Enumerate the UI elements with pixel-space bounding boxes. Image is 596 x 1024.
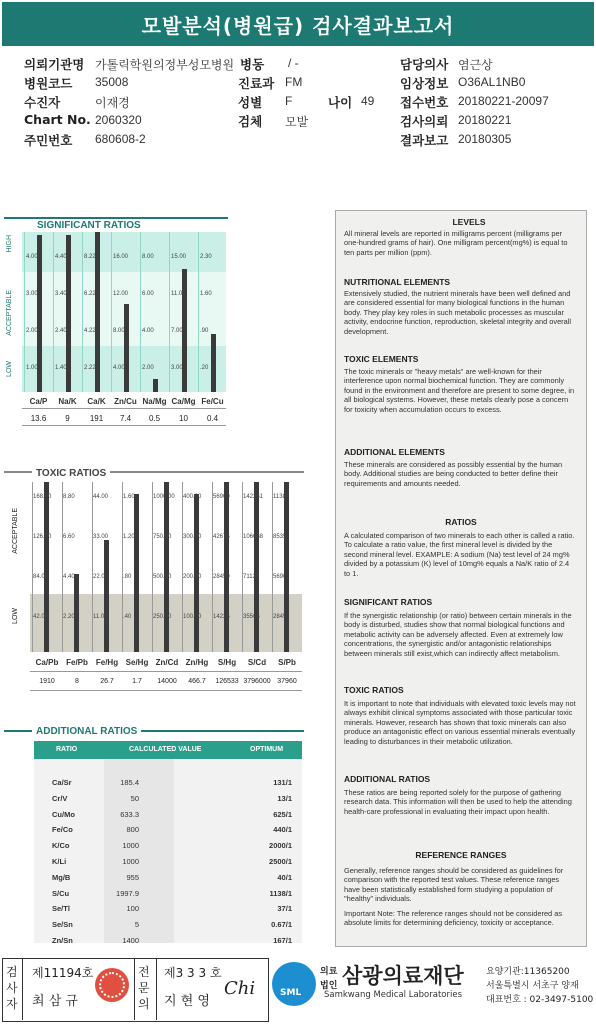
tick-label: 7.00	[171, 328, 183, 334]
column-divider	[122, 482, 123, 652]
column-divider	[242, 482, 243, 652]
org-english-name: Samkwang Medical Laboratories	[324, 990, 463, 1000]
header-value: 염근상	[458, 58, 493, 72]
org-logo-text: SML	[280, 988, 302, 998]
tick-label: 142251	[243, 494, 264, 500]
optimum-value: 40/1	[277, 872, 292, 882]
tick-label: 1000.00	[153, 494, 175, 500]
tick-label: 2.00	[142, 365, 154, 371]
ratio-name: Zn/Sn	[52, 936, 73, 945]
tick-label: 4.00	[26, 254, 38, 260]
tick-label: 500.00	[153, 574, 172, 580]
bar-s-pb	[284, 482, 289, 652]
value-label: 191	[89, 414, 104, 423]
value-label: 37960	[277, 678, 297, 685]
tick-label: 3.00	[26, 291, 38, 297]
category-label: Fe/Cu	[201, 397, 224, 406]
header-label: 병동	[240, 57, 265, 72]
col-optimum: OPTIMUM	[250, 746, 284, 753]
value-label: 13.6	[30, 414, 47, 423]
additional-title: ADDITIONAL RATIOS	[32, 726, 141, 737]
header-label: 담당의사	[400, 57, 449, 72]
value-label: 9	[65, 414, 70, 423]
tick-label: 4.22	[84, 328, 96, 334]
tick-label: 8.22	[84, 254, 96, 260]
tick-label: 6.60	[63, 534, 75, 540]
column-divider	[53, 232, 54, 392]
panel-heading: NUTRITIONAL ELEMENTS	[344, 277, 451, 287]
panel-heading: ADDITIONAL ELEMENTS	[344, 447, 445, 457]
panel-text: The toxic minerals or "heavy metals" are well-known for their interference upon normal biochemical function. They are commonly found in the environment and therefore are present to some degree, in all biological systems. However, these metals clearly pose a concern for toxicity when accumulation occurs to excess.	[344, 367, 575, 414]
tick-label: 126.00	[33, 534, 52, 540]
tick-label: 6.00	[142, 291, 154, 297]
category-label: S/Pb	[278, 658, 296, 667]
column-divider	[212, 482, 213, 652]
header-label: 병원코드	[24, 76, 73, 91]
zone-low-toxic: LOW	[12, 608, 19, 624]
specialist-name: 지 현 영	[164, 994, 210, 1009]
optimum-value: 167/1	[273, 936, 292, 945]
ratio-name: Se/Sn	[52, 920, 73, 930]
column-divider	[169, 232, 170, 392]
header-value: 가톨릭학원의정부성모병원	[95, 58, 235, 72]
current-value: 1000	[122, 857, 139, 866]
specialist-label: 전문의	[138, 965, 150, 1011]
optimum-value: 625/1	[273, 809, 292, 819]
category-label: Ca/P	[29, 397, 48, 406]
toxic-ratios	[4, 468, 304, 708]
tick-label: 1.40	[55, 365, 67, 371]
org-prefix-2: 법인	[320, 981, 338, 991]
tick-label: 42.00	[33, 614, 49, 620]
value-label: 10	[179, 414, 188, 423]
category-label: S/Hg	[217, 658, 237, 667]
value-label: 126533	[215, 678, 239, 685]
tick-label: 1.60	[200, 291, 212, 297]
header-value: / -	[288, 56, 299, 70]
age-label: 나이	[328, 95, 353, 110]
bar-se-hg	[134, 494, 139, 652]
tick-label: 2.20	[63, 614, 75, 620]
panel-text: Generally, reference ranges should be considered as guidelines for comparison with the reported test values. These reference ranges have been statistically established form studying a population of "healthy" individuals.	[344, 866, 564, 904]
header-value: 35008	[95, 75, 129, 89]
tick-label: 2.22	[84, 365, 96, 371]
tick-label: .90	[200, 328, 209, 334]
footer	[2, 958, 594, 1022]
header-label: 진료과	[238, 76, 275, 91]
column-divider	[272, 482, 273, 652]
current-value: 1997.9	[116, 888, 139, 898]
tick-label: 15.00	[171, 254, 187, 260]
category-label: Se/Hg	[125, 658, 149, 667]
header-info	[0, 50, 596, 150]
tick-label: 14225	[213, 614, 230, 620]
significant-ratios	[4, 215, 228, 475]
optimum-value: 1138/1	[269, 888, 292, 898]
zone-low: LOW	[6, 361, 13, 377]
tick-label: .80	[123, 574, 132, 580]
tick-label: 4.00	[113, 365, 125, 371]
header-label: 성별	[238, 95, 263, 110]
optimum-value: 440/1	[273, 825, 292, 835]
tick-label: 168.00	[33, 494, 52, 500]
value-label: 14000	[157, 678, 177, 685]
tick-label: 2.40	[55, 328, 67, 334]
column-divider	[24, 232, 25, 392]
category-label: Zn/Hg	[185, 658, 209, 667]
value-label: 26.7	[100, 678, 114, 685]
ratio-name: Se/Tl	[52, 904, 70, 914]
category-label: Fe/Pb	[66, 658, 88, 667]
tick-label: 8535	[273, 534, 287, 540]
zone-acceptable-toxic: ACCEPTABLE	[12, 508, 19, 554]
panel-heading: RATIOS	[445, 517, 477, 527]
tick-label: 4.40	[63, 574, 75, 580]
header-value: 20180221-20097	[458, 94, 549, 108]
category-label: Fe/Hg	[95, 658, 119, 667]
tester-seal	[95, 968, 129, 1002]
header-value: 이재경	[95, 96, 130, 110]
ratio-name: K/Co	[52, 841, 70, 851]
header-value: 680608-2	[95, 132, 146, 146]
header-value: 20180305	[458, 132, 512, 146]
age-value: 49	[361, 94, 375, 108]
tick-label: 11.00	[93, 614, 108, 620]
col-calculated: CALCULATED VALUE	[129, 746, 202, 753]
tick-label: 33.00	[93, 534, 109, 540]
panel-text: If the synergistic relationship (or ratio) between certain minerals in the body is disturbed, studies show that normal biological functions and metabolic activity can be adversely affected. Even at extremely low concentrations, the synergistic and/or antagonistic relationships between minerals still exist,which can indirectly affect metabolism.	[344, 611, 572, 658]
ratio-name: Ca/Sr	[52, 778, 72, 787]
category-label: S/Cd	[247, 658, 267, 667]
explanation-panel	[335, 210, 587, 947]
category-label: Zn/Cu	[114, 397, 137, 406]
ratio-name: Cr/V	[52, 793, 68, 803]
header-value: 20180221	[458, 113, 512, 127]
ratio-name: Mg/B	[52, 872, 71, 882]
panel-text: A calculated comparison of two minerals to each other is called a ratio. To calculate a ratio value, the first mineral level is divided by the second mineral level. EXAMPLE: A sodium (Na) test level of 24 mg% divided by a potassium (K) level of 10mg% equals a Na/K ratio of 2.4 to 1.	[344, 531, 575, 578]
category-label: Ca/Mg	[171, 397, 196, 406]
tick-label: 84.00	[33, 574, 49, 580]
current-value: 1000	[122, 841, 139, 851]
tick-label: 3.40	[55, 291, 67, 297]
current-value: 50	[130, 793, 139, 803]
panel-text: These minerals are considered as possibly essential by the human body. Additional studies are being conducted to better define their requirements and amounts needed.	[344, 460, 563, 488]
col-ratio: RATIO	[56, 746, 78, 753]
category-label: Zn/Cd	[155, 658, 179, 667]
panel-text: Important Note: The reference ranges should not be considered as absolute limits for determining deficiency, toxicity or acceptance.	[344, 909, 563, 928]
ratio-name: S/Cu	[52, 888, 70, 898]
panel-heading: LEVELS	[452, 217, 486, 227]
current-value: 5	[134, 920, 139, 930]
report-image	[0, 172, 596, 952]
org-name: 삼광의료재단	[342, 964, 464, 988]
panel-text: All mineral levels are reported in milligrams percent (milligrams per one-hundred grams of hair). One milligram percent(mg%) is equal to ten parts per million (ppm).	[344, 229, 568, 257]
optimum-value: 13/1	[277, 793, 292, 803]
header-label: 주민번호	[24, 133, 73, 148]
bar-fe-hg	[104, 540, 109, 652]
header-label: 결과보고	[400, 133, 449, 148]
org-address: 서울특별시 서초구 양재	[486, 981, 579, 991]
tick-label: 28450	[213, 574, 230, 580]
column-divider	[32, 482, 33, 652]
header-label: 접수번호	[400, 95, 449, 110]
tester-license: 제11194호	[32, 966, 94, 980]
tick-label: 16.00	[113, 254, 129, 260]
panel-heading: TOXIC RATIOS	[344, 685, 404, 695]
tick-label: 8.00	[113, 328, 125, 334]
header-label: 의뢰기관명	[24, 57, 85, 72]
tick-label: 3.00	[171, 365, 183, 371]
current-value: 100	[126, 904, 139, 914]
tick-label: 44.00	[93, 494, 109, 500]
tester-label: 검사자	[6, 965, 18, 1011]
tick-label: 12.00	[113, 291, 129, 297]
bar-zn-cd	[164, 482, 169, 652]
tick-label: 71126	[243, 574, 260, 580]
significant-title: SIGNIFICANT RATIOS	[34, 220, 144, 231]
bar-s-cd	[254, 482, 259, 652]
tick-label: 2.00	[26, 328, 38, 334]
column-divider	[182, 482, 183, 652]
column-divider	[82, 232, 83, 392]
bar-fe-cu	[211, 334, 216, 392]
bar-ca-pb	[44, 482, 49, 652]
tick-label: 5690	[273, 574, 287, 580]
current-value: 1400	[122, 936, 139, 945]
org-logo	[272, 962, 316, 1006]
tick-label: .40	[123, 614, 132, 620]
toxic-title: TOXIC RATIOS	[32, 468, 110, 479]
value-label: 466.7	[188, 678, 206, 685]
optimum-value: 0.67/1	[271, 920, 292, 930]
org-phone: 대표번호 : 02-3497-5100	[486, 995, 594, 1005]
value-label: 1910	[39, 678, 55, 685]
tick-label: 8.80	[63, 494, 75, 500]
tick-label: 4.00	[142, 328, 154, 334]
tick-label: 100.00	[183, 614, 202, 620]
category-label: Ca/Pb	[35, 658, 59, 667]
current-value: 633.3	[120, 809, 139, 819]
value-label: 1.7	[132, 678, 142, 685]
zone-acceptable: ACCEPTABLE	[6, 290, 13, 336]
tick-label: 4.40	[55, 254, 67, 260]
tick-label: 106688	[243, 534, 264, 540]
tick-label: 1.20	[123, 534, 135, 540]
category-label: Ca/K	[87, 397, 106, 406]
column-divider	[92, 482, 93, 652]
header-value: F	[285, 94, 293, 108]
optimum-value: 2500/1	[269, 857, 292, 866]
tick-label: 1.60	[123, 494, 135, 500]
tick-label: 2.30	[200, 254, 212, 260]
ratio-name: Fe/Co	[52, 825, 73, 835]
current-value: 800	[126, 825, 139, 835]
tick-label: 750.00	[153, 534, 172, 540]
tester-name: 최 삼 규	[32, 994, 78, 1009]
tick-label: .20	[200, 365, 209, 371]
additional-ratios	[4, 724, 304, 954]
optimum-value: 37/1	[277, 904, 292, 914]
header-value: 2060320	[95, 113, 142, 127]
tick-label: 1.00	[26, 365, 38, 371]
column-divider	[198, 232, 199, 392]
tick-label: 6.22	[84, 291, 96, 297]
header-label: 검사의뢰	[400, 114, 449, 129]
bar-fe-pb	[74, 574, 79, 652]
panel-text: It is important to note that individuals with elevated toxic levels may not always exhibit clinical symptoms associated with those particular toxic minerals. However, research has shown that toxic minerals can also produce an antagonistic effect on various essential minerals eventually leading to disturbances in their metabolic utilization.	[344, 699, 576, 746]
header-label: 임상정보	[400, 76, 449, 91]
value-label: 3796000	[243, 678, 271, 685]
tick-label: 11380	[273, 494, 290, 500]
category-label: Na/Mg	[142, 397, 167, 406]
ratio-name: Cu/Mo	[52, 809, 75, 819]
category-label: Na/K	[58, 397, 77, 406]
tick-label: 56900	[213, 494, 230, 500]
org-prefix-1: 의료	[320, 967, 338, 977]
header-label: 검체	[238, 114, 263, 129]
ratio-name: K/Li	[52, 857, 67, 866]
optimum-value: 131/1	[273, 778, 292, 787]
tick-label: 35563	[243, 614, 260, 620]
current-value: 955	[126, 872, 139, 882]
institution-code: 요양기관:11365200	[486, 967, 570, 977]
zone-high: HIGH	[6, 235, 13, 253]
panel-text: Extensively studied, the nutrient minerals have been well defined and are considered essential for many biological functions in the human body. They play key roles in such metabolic processes as muscular activity, endocrine function, reproduction, skeletal integrity and overall development.	[344, 289, 572, 336]
header-label: 수진자	[24, 95, 61, 110]
specialist-license: 제3 3 3 호	[164, 966, 222, 980]
header-value: FM	[285, 75, 303, 89]
tick-label: 250.00	[153, 614, 172, 620]
report-title: 모발분석(병원급) 검사결과보고서	[2, 2, 594, 46]
panel-heading: TOXIC ELEMENTS	[344, 354, 419, 364]
bar-zn-hg	[194, 494, 199, 652]
tick-label: 42675	[213, 534, 230, 540]
value-label: 0.5	[148, 414, 161, 423]
bar-na-mg	[153, 379, 158, 392]
value-label: 7.4	[119, 414, 132, 423]
current-value: 185.4	[120, 778, 139, 787]
column-divider	[62, 482, 63, 652]
value-label: 0.4	[206, 414, 219, 423]
signature: Chi	[224, 978, 256, 999]
panel-heading: ADDITIONAL RATIOS	[344, 774, 431, 784]
bar-zn-cu	[124, 304, 129, 392]
column-divider	[152, 482, 153, 652]
tick-label: 2845	[273, 614, 287, 620]
value-label: 8	[75, 678, 79, 685]
optimum-value: 2000/1	[269, 841, 292, 851]
tick-label: 8.00	[142, 254, 154, 260]
tick-label: 300.00	[183, 534, 202, 540]
header-value: O36AL1NB0	[458, 75, 526, 89]
panel-text: These ratios are being reported solely for the purpose of gathering research data. This information will then be used to help the attending health-care professional in evaluating their impact upon health.	[344, 788, 572, 816]
tick-label: 11.00	[171, 291, 186, 297]
header-value: 모발	[285, 115, 309, 129]
panel-heading: REFERENCE RANGES	[415, 850, 507, 860]
column-divider	[140, 232, 141, 392]
bar-s-hg	[224, 482, 229, 652]
column-divider	[111, 232, 112, 392]
header-label: Chart No.	[24, 112, 91, 127]
panel-heading: SIGNIFICANT RATIOS	[344, 597, 433, 607]
tick-label: 200.00	[183, 574, 202, 580]
tick-label: 22.00	[93, 574, 109, 580]
tick-label: 400.00	[183, 494, 202, 500]
